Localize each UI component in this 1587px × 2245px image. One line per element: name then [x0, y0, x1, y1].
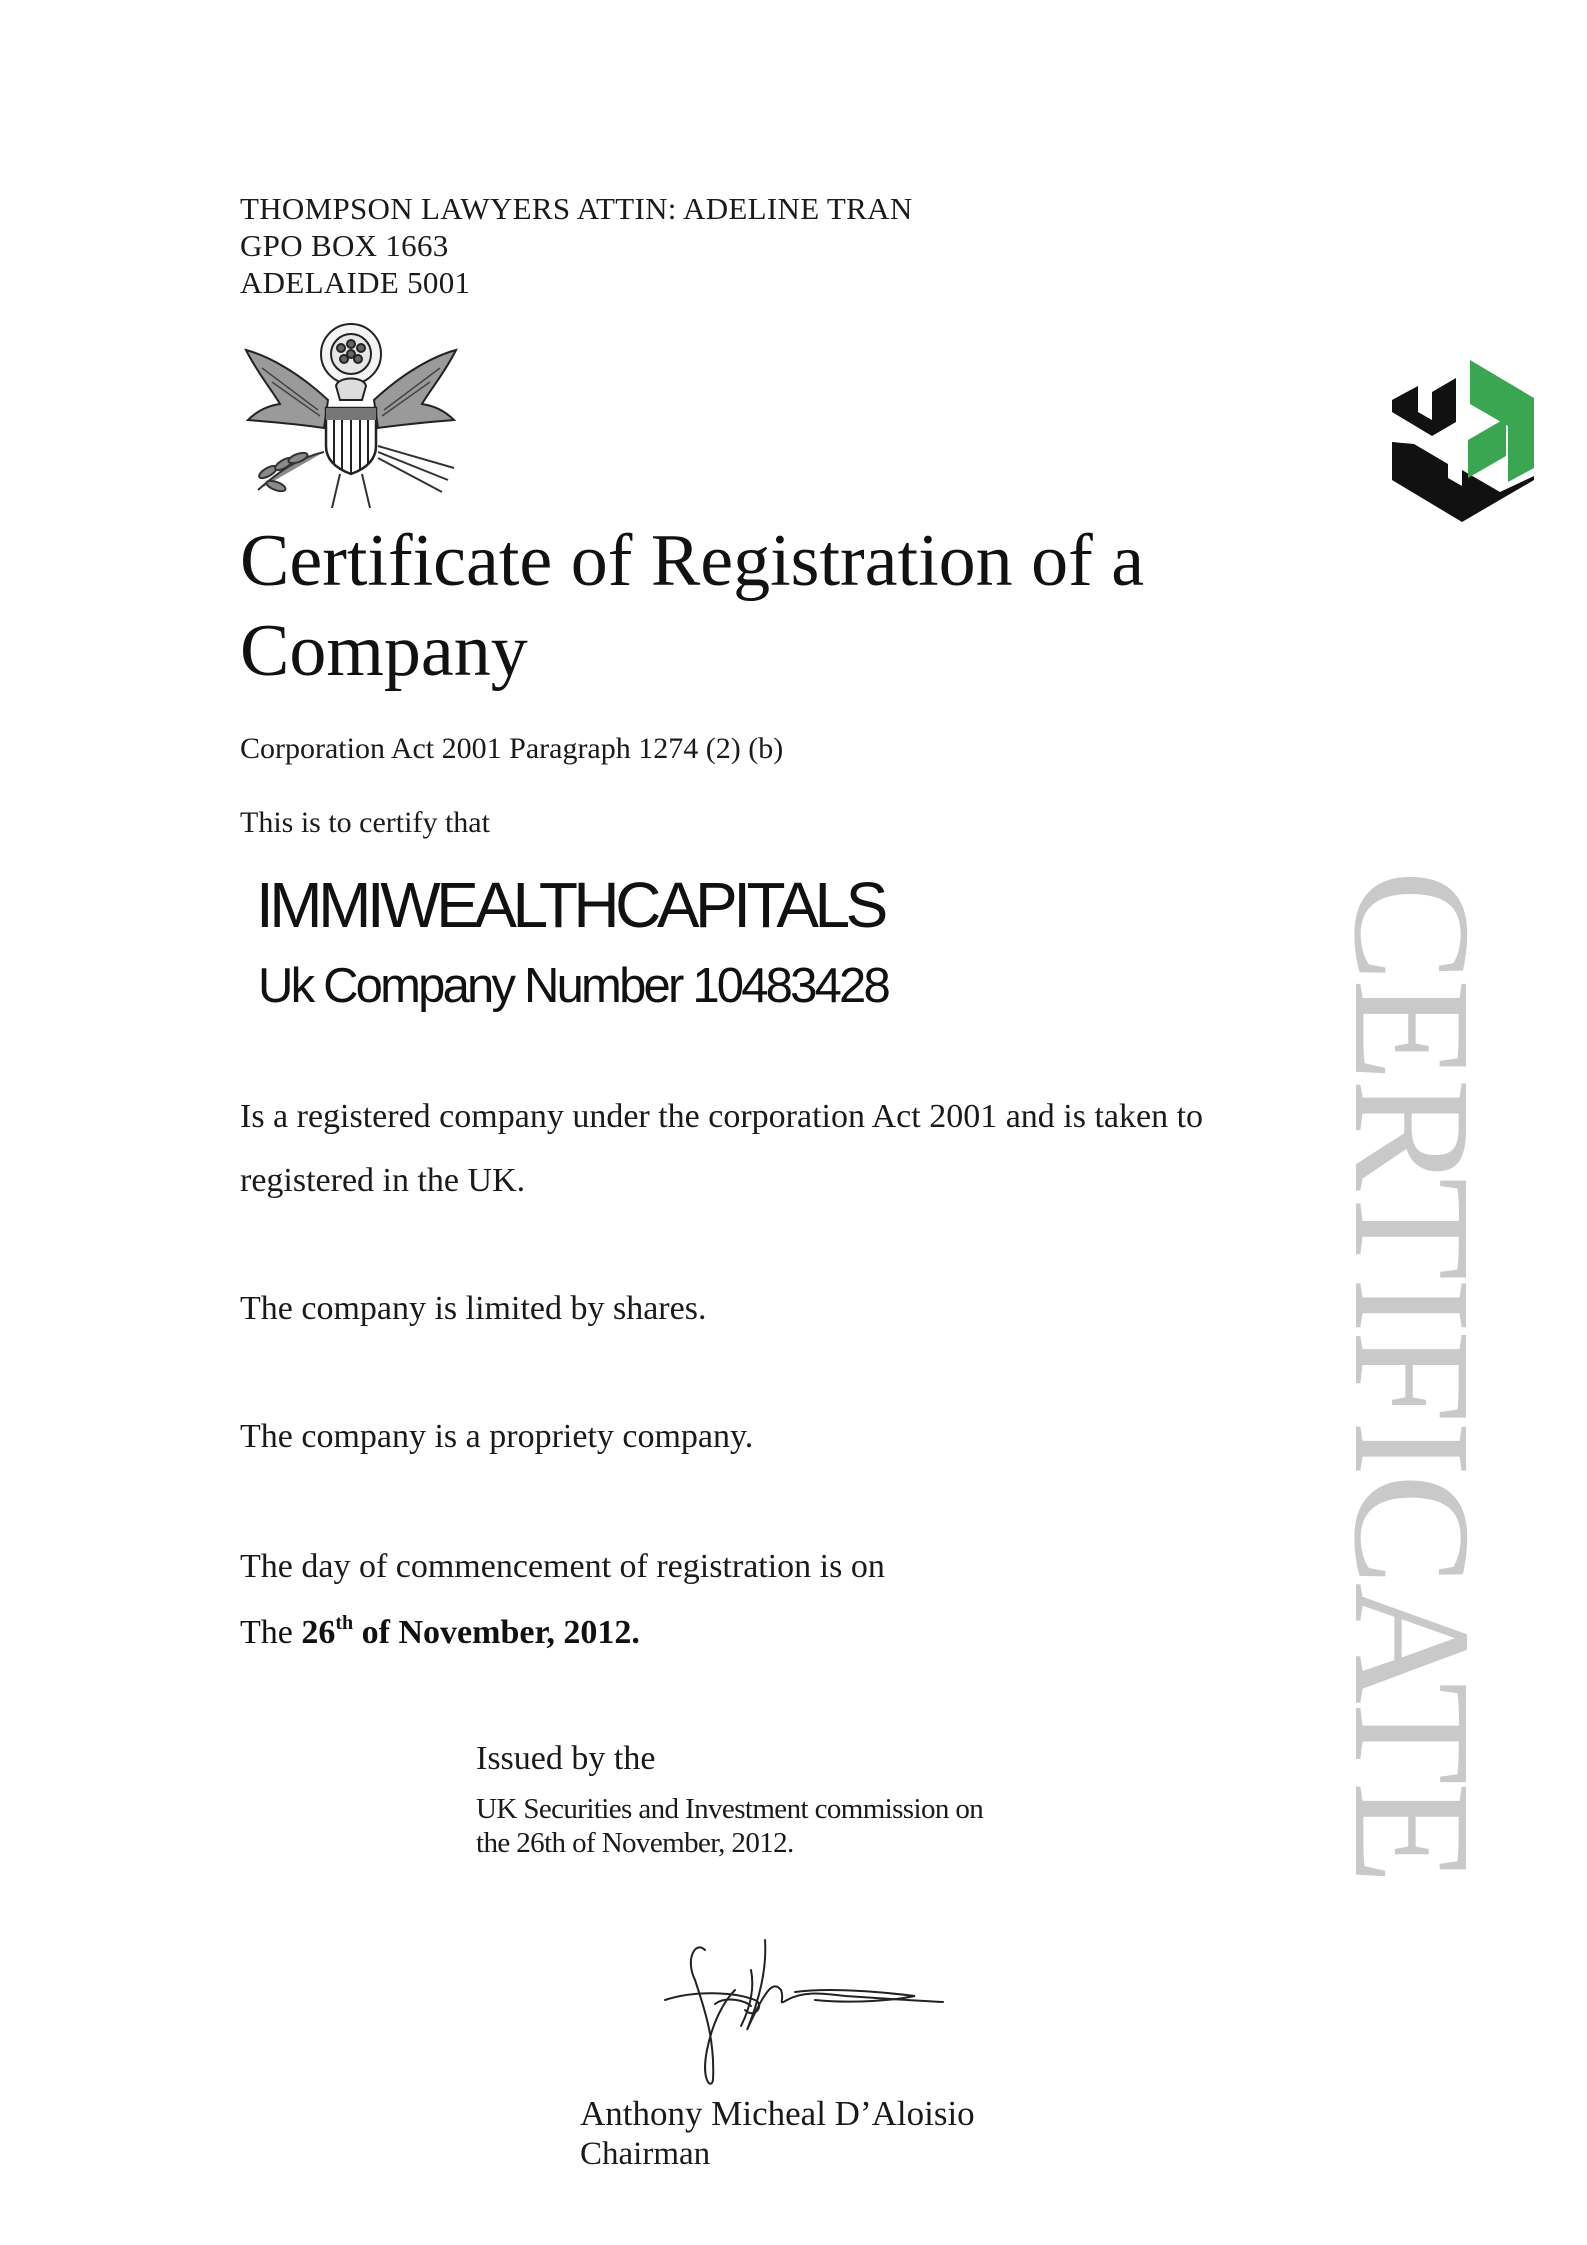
address-line-3: ADELAIDE 5001	[240, 265, 471, 300]
issued-by-label: Issued by the	[476, 1740, 656, 1777]
registered-statement-line-2: registered in the UK.	[240, 1162, 526, 1199]
signatory-title: Chairman	[580, 2136, 711, 2172]
date-day-suffix: th	[335, 1612, 354, 1634]
recipient-address	[240, 190, 913, 301]
vertical-certificate-label: CERTIFICATE	[1319, 870, 1505, 1882]
limited-statement: The company is limited by shares.	[240, 1290, 707, 1327]
document-title: Certificate of Registration of a Company	[240, 520, 1145, 692]
company-logo-icon	[1392, 360, 1534, 522]
issuer-line-2: the 26th of November, 2012.	[476, 1827, 794, 1859]
proprietary-statement: The company is a propriety company.	[240, 1418, 754, 1455]
handwritten-signature	[655, 1930, 955, 2090]
eagle-seal-icon	[228, 312, 474, 512]
date-rest: of November, 2012.	[361, 1614, 640, 1651]
company-name: IMMIWEALTHCAPITALS	[256, 869, 884, 941]
date-day: 26	[301, 1614, 336, 1651]
issuer-line-1: UK Securities and Investment commission on	[476, 1793, 984, 1825]
issuer-details	[476, 1792, 983, 1860]
address-line-2: GPO BOX 1663	[240, 228, 449, 263]
commencement-date	[240, 1614, 640, 1652]
certify-intro: This is to certify that	[240, 806, 490, 839]
registered-statement-line-1: Is a registered company under the corporation Act 2001 and is taken to	[240, 1098, 1204, 1135]
act-reference: Corporation Act 2001 Paragraph 1274 (2) (b)	[240, 732, 784, 765]
address-line-1: THOMPSON LAWYERS ATTIN: ADELINE TRAN	[240, 191, 913, 226]
commencement-statement: The day of commencement of registration is on	[240, 1548, 885, 1585]
date-prefix: The	[240, 1614, 293, 1651]
company-number: Uk Company Number 10483428	[258, 959, 888, 1013]
signatory-name: Anthony Micheal D’Aloisio	[580, 2094, 975, 2133]
